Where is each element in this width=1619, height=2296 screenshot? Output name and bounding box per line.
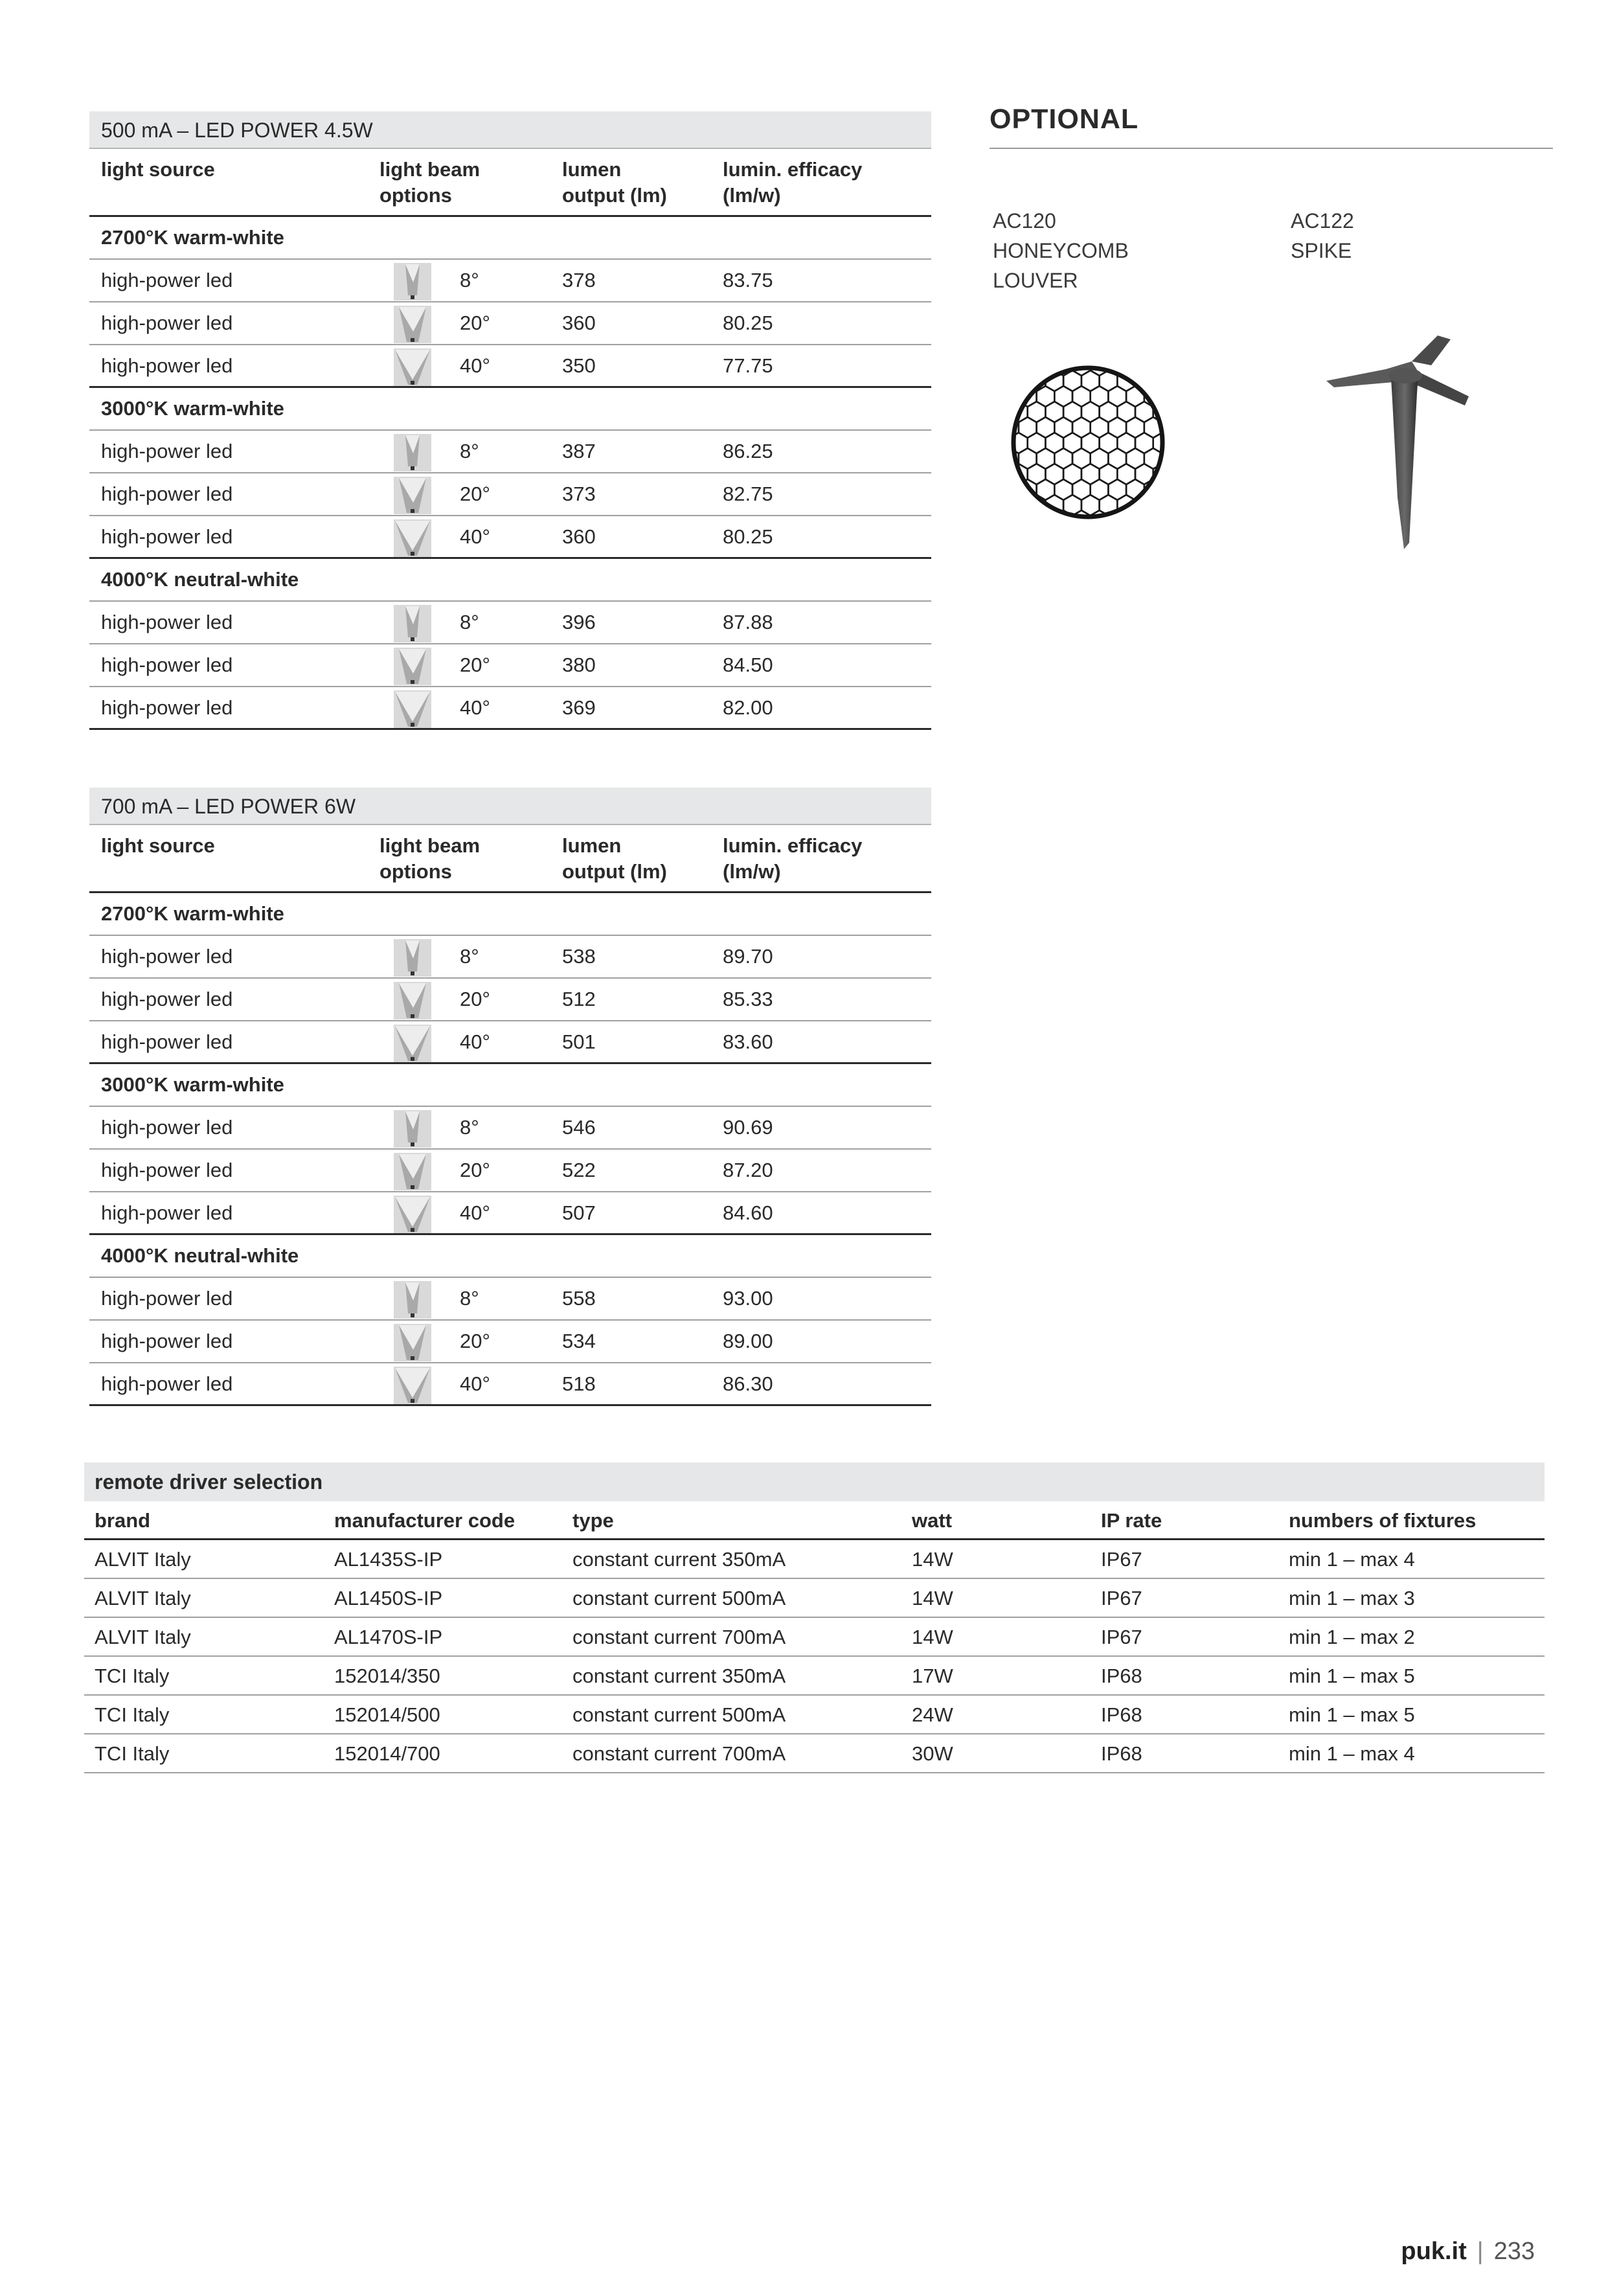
table-body [89,893,931,1406]
cell-fixtures: min 1 – max 2 [1289,1626,1415,1648]
table-row [84,1579,1545,1618]
cell-beam-angle: 40° [460,1372,490,1395]
driver-table-title: remote driver selection [84,1462,1545,1501]
group-heading: 3000°K warm-white [89,388,931,431]
cell-lumen: 518 [562,1372,596,1395]
cell-light-source: high-power led [101,1287,233,1310]
cell-ip-rate: IP67 [1101,1548,1142,1571]
cell-manufacturer-code: 152014/700 [334,1742,440,1765]
cell-beam-angle: 20° [460,654,490,676]
cell-lumen: 369 [562,696,596,719]
cell-lumen: 350 [562,354,596,377]
item-name: SPIKE [1291,239,1352,262]
cell-lumen: 360 [562,525,596,548]
cell-manufacturer-code: 152014/500 [334,1703,440,1726]
cell-efficacy: 89.70 [723,945,773,968]
cell-lumen: 360 [562,312,596,334]
cell-brand: ALVIT Italy [95,1548,191,1571]
table-row [89,936,931,979]
table-header [89,825,931,893]
cell-brand: TCI Italy [95,1742,170,1765]
cell-efficacy: 87.88 [723,611,773,633]
table-row [89,1150,931,1192]
beam-angle-icon [394,1367,431,1404]
table-row [89,1278,931,1321]
cell-light-source: high-power led [101,440,233,462]
site-name: puk.it [1401,2238,1467,2265]
cell-manufacturer-code: AL1450S-IP [334,1587,443,1609]
cell-watt: 30W [912,1742,953,1765]
cell-efficacy: 86.25 [723,440,773,462]
cell-ip-rate: IP68 [1101,1665,1142,1687]
cell-watt: 17W [912,1665,953,1687]
cell-beam-angle: 8° [460,269,479,291]
driver-table-body [84,1540,1545,1773]
cell-efficacy: 83.60 [723,1030,773,1053]
beam-angle-icon [394,605,431,642]
cell-beam-angle: 20° [460,1159,490,1181]
table-row [84,1734,1545,1773]
cell-type: constant current 350mA [572,1665,786,1687]
cell-efficacy: 85.33 [723,988,773,1010]
table-row [89,1363,931,1406]
table-body [89,217,931,730]
beam-angle-icon [394,1025,431,1062]
item-name: LOUVER [993,269,1078,292]
group-heading: 4000°K neutral-white [89,559,931,602]
cell-brand: ALVIT Italy [95,1626,191,1648]
cell-ip-rate: IP68 [1101,1742,1142,1765]
cell-lumen: 522 [562,1159,596,1181]
led-table-700ma [89,788,931,1406]
group-heading: 3000°K warm-white [89,1064,931,1107]
cell-fixtures: min 1 – max 4 [1289,1548,1415,1571]
cell-efficacy: 82.00 [723,696,773,719]
table-header [89,149,931,217]
optional-item-ac122 [1291,206,1354,266]
beam-angle-icon [394,1324,431,1361]
cell-light-source: high-power led [101,696,233,719]
cell-beam-angle: 8° [460,1116,479,1139]
table-row [89,260,931,302]
table-row [89,644,931,687]
cell-efficacy: 89.00 [723,1330,773,1352]
cell-manufacturer-code: 152014/350 [334,1665,440,1687]
cell-beam-angle: 40° [460,1201,490,1224]
cell-efficacy: 77.75 [723,354,773,377]
honeycomb-louver-icon [1007,361,1169,523]
driver-table [84,1462,1545,1773]
table-row [89,431,931,473]
group-heading: 4000°K neutral-white [89,1235,931,1278]
cell-brand: TCI Italy [95,1665,170,1687]
cell-light-source: high-power led [101,483,233,505]
cell-watt: 14W [912,1626,953,1648]
cell-beam-angle: 8° [460,611,479,633]
beam-angle-icon [394,690,431,728]
cell-light-source: high-power led [101,611,233,633]
cell-fixtures: min 1 – max 5 [1289,1665,1415,1687]
cell-lumen: 373 [562,483,596,505]
cell-watt: 24W [912,1703,953,1726]
cell-type: constant current 500mA [572,1587,786,1609]
header-light-source: light source [101,158,215,181]
cell-light-source: high-power led [101,525,233,548]
cell-efficacy: 83.75 [723,269,773,291]
item-name: HONEYCOMB [993,239,1129,262]
cell-type: constant current 700mA [572,1626,786,1648]
cell-manufacturer-code: AL1435S-IP [334,1548,443,1571]
cell-efficacy: 84.50 [723,654,773,676]
item-code: AC122 [1291,209,1354,233]
header-efficacy: lumin. efficacy (lm/w) [723,158,863,207]
cell-light-source: high-power led [101,1116,233,1139]
cell-beam-angle: 40° [460,1030,490,1053]
cell-lumen: 546 [562,1116,596,1139]
table-row [89,1021,931,1064]
cell-lumen: 538 [562,945,596,968]
beam-angle-icon [394,1153,431,1190]
beam-angle-icon [394,263,431,301]
cell-type: constant current 350mA [572,1548,786,1571]
cell-efficacy: 80.25 [723,525,773,548]
beam-angle-icon [394,1110,431,1148]
table-row [89,1107,931,1150]
cell-type: constant current 500mA [572,1703,786,1726]
cell-light-source: high-power led [101,945,233,968]
header-watt: watt [912,1509,952,1532]
header-type: type [572,1509,614,1532]
beam-angle-icon [394,477,431,514]
table-row [84,1618,1545,1657]
cell-light-source: high-power led [101,1030,233,1053]
cell-beam-angle: 20° [460,312,490,334]
cell-type: constant current 700mA [572,1742,786,1765]
header-brand: brand [95,1509,151,1532]
table-row [89,516,931,559]
driver-table-header [84,1501,1545,1540]
table-row [89,302,931,345]
table-title: 500 mA – LED POWER 4.5W [89,111,931,149]
cell-lumen: 378 [562,269,596,291]
cell-lumen: 558 [562,1287,596,1310]
cell-light-source: high-power led [101,354,233,377]
cell-beam-angle: 40° [460,354,490,377]
cell-lumen: 380 [562,654,596,676]
optional-title: OPTIONAL [990,104,1553,149]
led-table-500ma [89,111,931,730]
spike-icon [1321,329,1489,556]
cell-lumen: 501 [562,1030,596,1053]
cell-fixtures: min 1 – max 3 [1289,1587,1415,1609]
page-number: 233 [1493,2238,1535,2265]
beam-angle-icon [394,519,431,557]
table-row [84,1696,1545,1734]
cell-beam-angle: 20° [460,988,490,1010]
header-manufacturer-code: manufacturer code [334,1509,515,1532]
cell-light-source: high-power led [101,269,233,291]
cell-beam-angle: 20° [460,483,490,505]
header-lumen: lumen output (lm) [562,158,667,207]
cell-lumen: 396 [562,611,596,633]
header-beam: light beam options [379,834,481,883]
header-lumen: lumen output (lm) [562,834,667,883]
cell-light-source: high-power led [101,1159,233,1181]
cell-lumen: 512 [562,988,596,1010]
group-heading: 2700°K warm-white [89,893,931,936]
cell-watt: 14W [912,1548,953,1571]
cell-lumen: 387 [562,440,596,462]
table-row [89,687,931,730]
footer-separator: | [1477,2238,1484,2265]
cell-beam-angle: 20° [460,1330,490,1352]
beam-angle-icon [394,306,431,343]
cell-efficacy: 87.20 [723,1159,773,1181]
cell-fixtures: min 1 – max 4 [1289,1742,1415,1765]
table-row [89,979,931,1021]
cell-light-source: high-power led [101,1201,233,1224]
beam-angle-icon [394,982,431,1019]
cell-beam-angle: 40° [460,525,490,548]
beam-angle-icon [394,1281,431,1319]
group-heading: 2700°K warm-white [89,217,931,260]
cell-efficacy: 93.00 [723,1287,773,1310]
cell-ip-rate: IP68 [1101,1703,1142,1726]
header-light-source: light source [101,834,215,857]
cell-brand: TCI Italy [95,1703,170,1726]
beam-angle-icon [394,348,431,386]
page-footer [1401,2238,1535,2266]
cell-efficacy: 84.60 [723,1201,773,1224]
table-row [89,1321,931,1363]
cell-fixtures: min 1 – max 5 [1289,1703,1415,1726]
cell-efficacy: 86.30 [723,1372,773,1395]
table-row [84,1657,1545,1696]
cell-ip-rate: IP67 [1101,1587,1142,1609]
header-fixtures: numbers of fixtures [1289,1509,1477,1532]
header-efficacy: lumin. efficacy (lm/w) [723,834,863,883]
cell-light-source: high-power led [101,1330,233,1352]
header-beam: light beam options [379,158,481,207]
cell-beam-angle: 8° [460,945,479,968]
cell-efficacy: 82.75 [723,483,773,505]
cell-light-source: high-power led [101,988,233,1010]
cell-lumen: 507 [562,1201,596,1224]
header-ip-rate: IP rate [1101,1509,1162,1532]
table-row [89,1192,931,1235]
table-row [84,1540,1545,1579]
table-row [89,473,931,516]
cell-beam-angle: 8° [460,440,479,462]
cell-efficacy: 90.69 [723,1116,773,1139]
cell-light-source: high-power led [101,1372,233,1395]
table-title: 700 mA – LED POWER 6W [89,788,931,825]
cell-efficacy: 80.25 [723,312,773,334]
cell-light-source: high-power led [101,312,233,334]
beam-angle-icon [394,939,431,977]
beam-angle-icon [394,648,431,685]
cell-brand: ALVIT Italy [95,1587,191,1609]
cell-ip-rate: IP67 [1101,1626,1142,1648]
optional-item-ac120 [993,206,1129,295]
table-row [89,602,931,644]
beam-angle-icon [394,1196,431,1233]
cell-beam-angle: 40° [460,696,490,719]
cell-beam-angle: 8° [460,1287,479,1310]
cell-watt: 14W [912,1587,953,1609]
cell-light-source: high-power led [101,654,233,676]
beam-angle-icon [394,434,431,472]
table-row [89,345,931,388]
item-code: AC120 [993,209,1056,233]
cell-lumen: 534 [562,1330,596,1352]
cell-manufacturer-code: AL1470S-IP [334,1626,443,1648]
